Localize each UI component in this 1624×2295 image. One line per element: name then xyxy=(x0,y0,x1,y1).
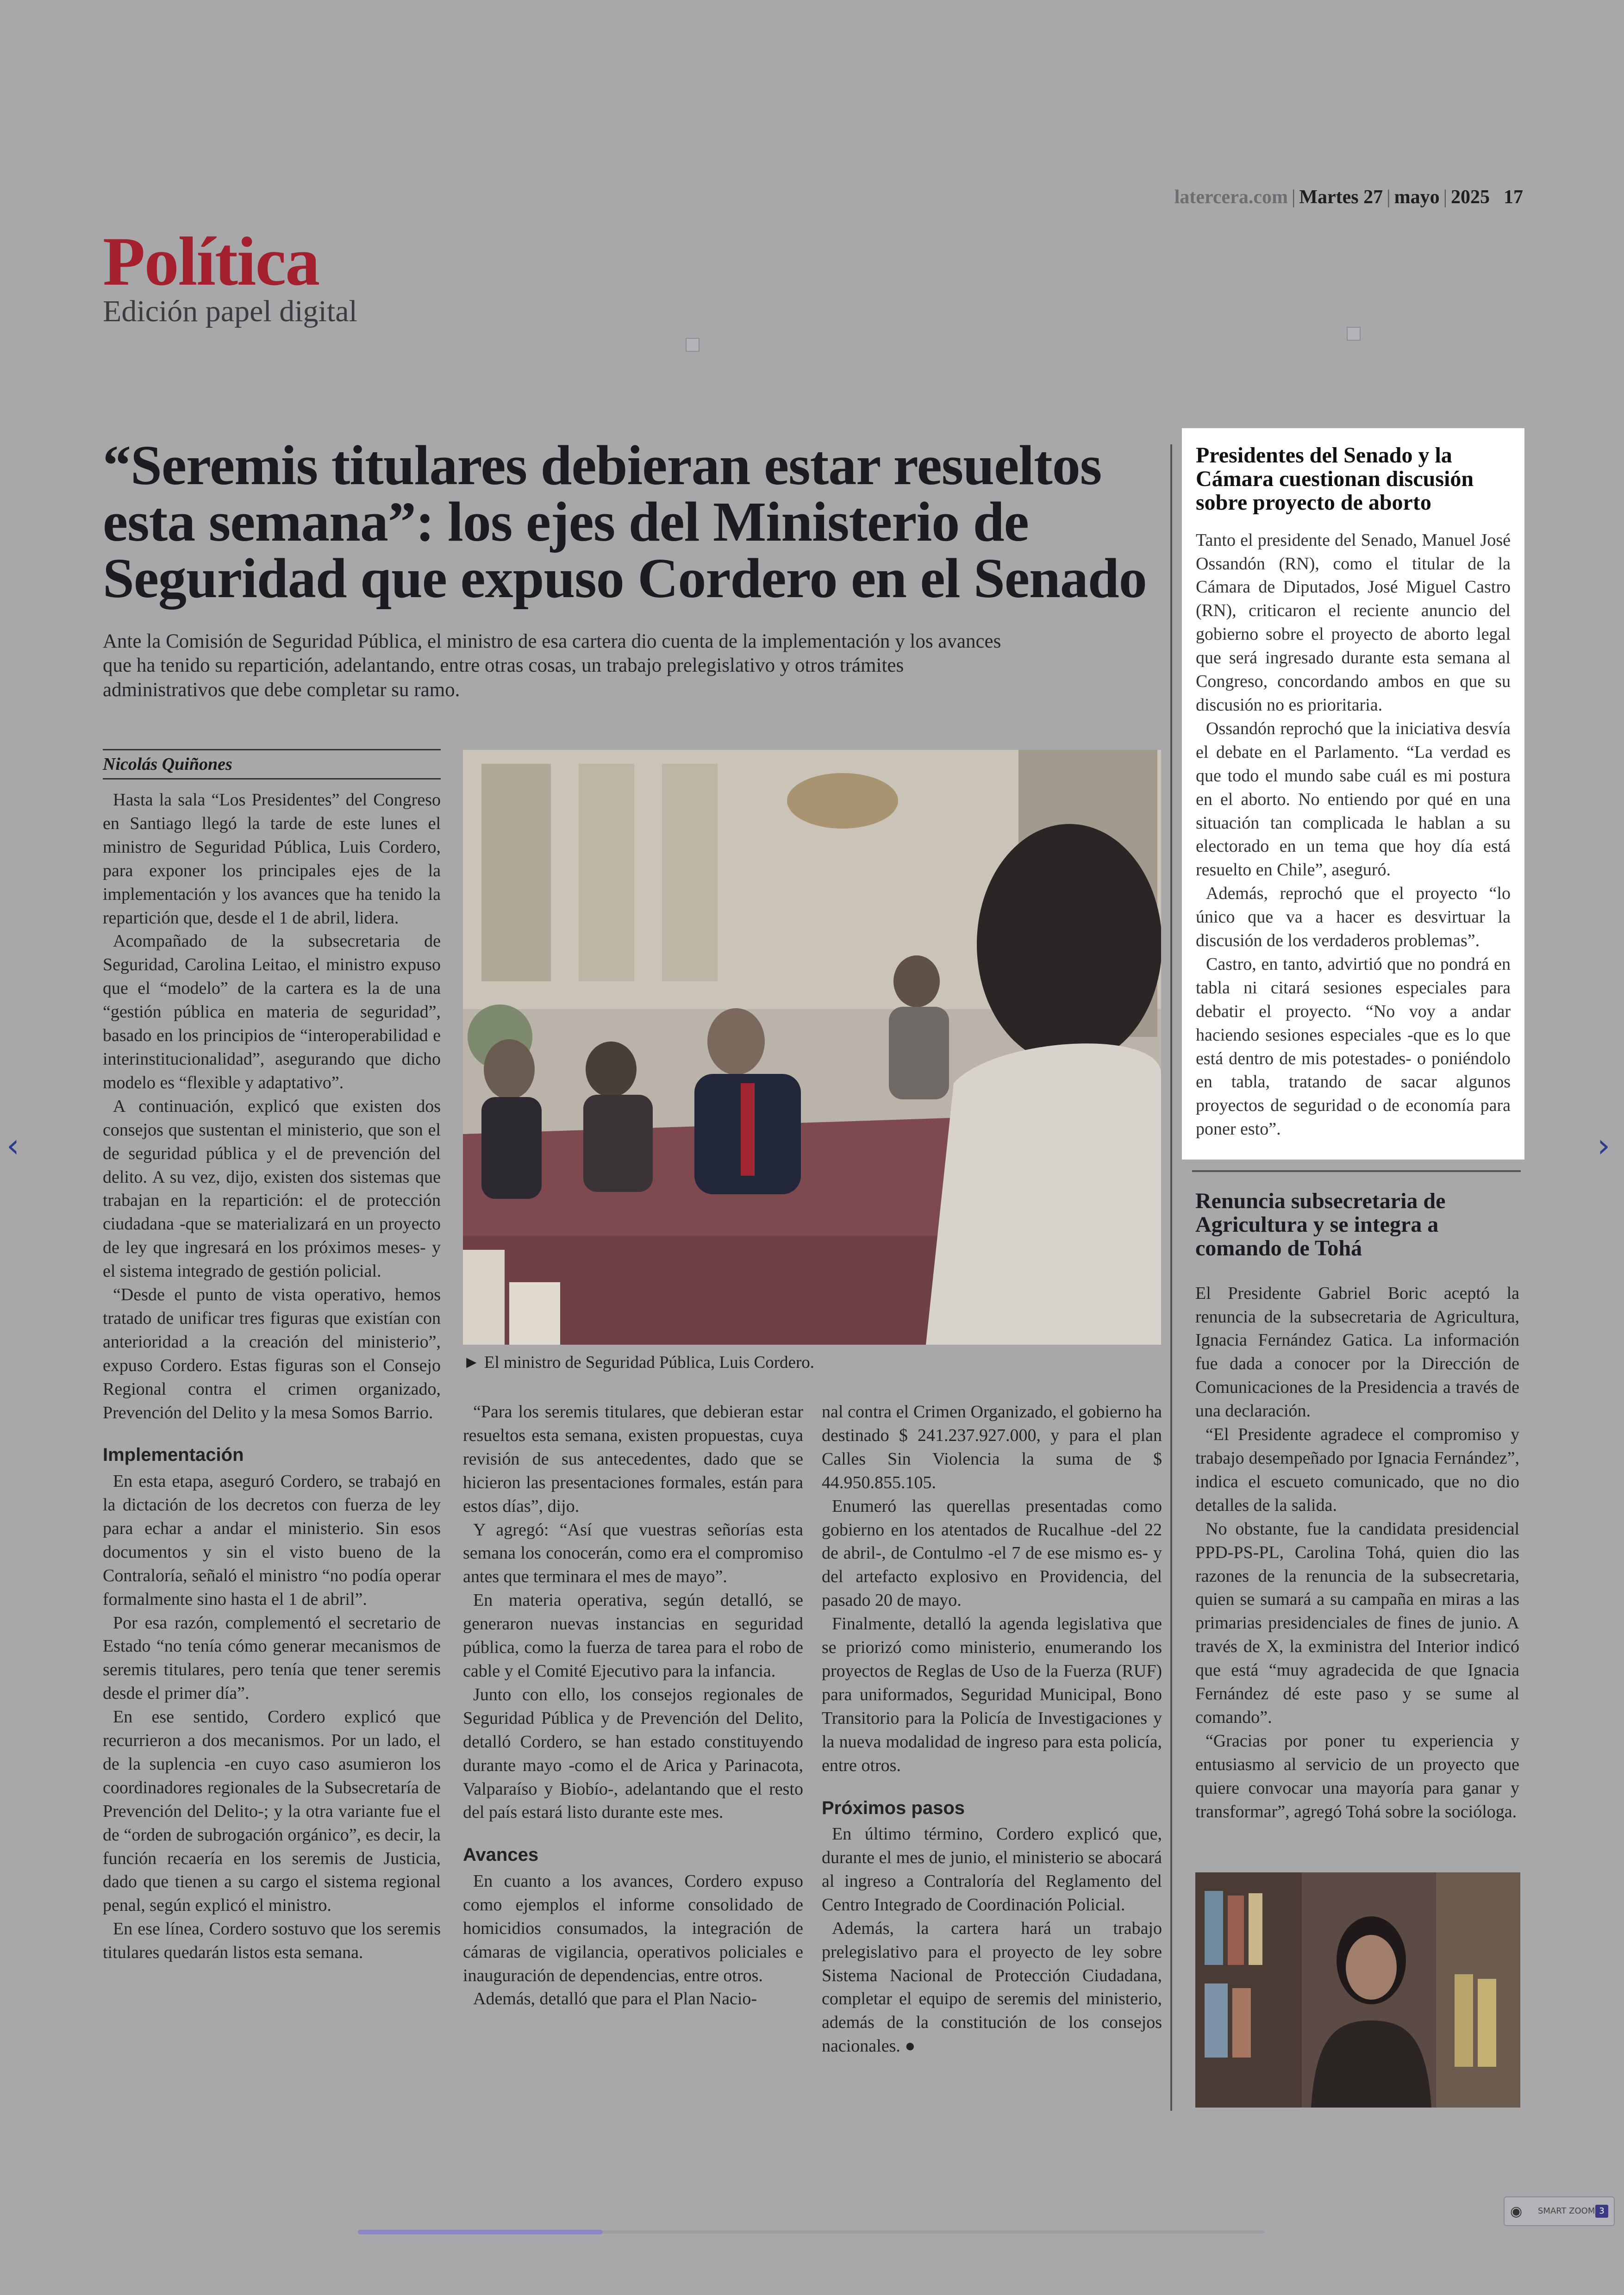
paragraph: Enumeró las querellas presentadas como gobierno en los atentados de Rucalhue -del 22 de abril-, de Contulmo -el 7 de ese mismo es- y del artefacto explosivo en Providencia, del pasado 20 de mayo. xyxy=(822,1496,1162,1610)
sidebar-title: Presidentes del Senado y la Cámara cuestionan discusión sobre proyecto de aborto xyxy=(1196,443,1474,515)
paragraph: “El Presidente agradece el compromiso y trabajo desempeñado por Ignacia Fernández”, indica el escueto comunicado, que no dio detalles de la salida. xyxy=(1195,1425,1519,1515)
dateline: latercera.com | Martes 27 | mayo | 2025 17 xyxy=(1174,187,1523,208)
paragraph: nal contra el Crimen Organizado, el gobierno ha destinado $ 241.237.927.000, y para el plan Calles Sin Violencia la suma de $ 44.950.855.105. xyxy=(822,1402,1162,1492)
portrait-illustration xyxy=(1195,1872,1520,2108)
paragraph: Ossandón reprochó que la iniciativa desvía el debate en el Parlamento. “La verdad es que todo el mundo sabe cuál es mi postura en el aborto. No entiendo por qué en una situación tan complicada le hablan a su electorado en un tema que hoy día está resuelto en Chile”, aseguró. xyxy=(1196,718,1511,880)
paragraph: El Presidente Gabriel Boric aceptó la renuncia de la subsecretaria de Agricultura, Ignacia Fernández Gatica. La información fue dada a conocer por la Dirección de Comunicaciones de la Presidencia a través de una declaración. xyxy=(1195,1283,1519,1421)
next-page-button[interactable] xyxy=(1597,1127,1610,1165)
year: 2025 xyxy=(1451,187,1490,208)
article-lede: Ante la Comisión de Seguridad Pública, el ministro de esa cartera dio cuenta de la implementación y los avances que ha tenido su repartición, adelantando, entre otras cosas, un trabajo prelegislativo y otros trámites administrativos que debe completar su ramo. xyxy=(103,630,1001,701)
prev-page-button[interactable] xyxy=(6,1127,19,1165)
article-column-3 xyxy=(822,1400,1162,2058)
sidebar-agricultura xyxy=(1195,1190,1519,1823)
smart-zoom-button[interactable] xyxy=(1504,2196,1615,2226)
page-marker xyxy=(1347,327,1361,341)
subhead-implementacion: Implementación xyxy=(103,1445,244,1466)
paragraph: No obstante, fue la candidata presidencial PPD-PS-PL, Carolina Tohá, quien dio las razones de la renuncia de la subsecretaria, quien se sumará a su campaña en miras a las primarias presidenciales de fines de junio. A través de X, la exministra del Interior indicó que está “muy agradecida de que Ignacia Fernández dé este paso y se sume al comando”. xyxy=(1195,1519,1519,1727)
page-progress-fill xyxy=(358,2230,603,2234)
smart-zoom-badge: 3 xyxy=(1595,2205,1608,2218)
month: mayo xyxy=(1394,187,1440,208)
paragraph: En ese línea, Cordero sostuvo que los seremis titulares quedarán listos esta semana. xyxy=(103,1919,441,1963)
paragraph: Junto con ello, los consejos regionales de Seguridad Pública y de Prevención del Delito, detalló Cordero, se han estado constituyendo durante mayo -como el de Arica y Parinacota, Valparaíso y Biobío-, adelantando que el resto del país estará listo durante este mes. xyxy=(463,1684,803,1822)
paragraph: Y agregó: “Así que vuestras señorías esta semana los conocerán, como era el compromiso antes que terminara el mes de mayo”. xyxy=(463,1520,803,1587)
page-marker xyxy=(686,338,700,352)
byline: Nicolás Quiñones xyxy=(103,749,441,780)
sidebar-divider xyxy=(1192,1170,1521,1172)
paragraph: A continuación, explicó que existen dos consejos que sustentan el ministerio, que son el de seguridad pública y el de prevención del delito. A su vez, dijo, existen dos sistemas que trabajan en la repartición: el de protección ciudadana -que se materializará en un proyecto de ley que ingresará en los próximos meses- y el sistema integrado de gestión policial. xyxy=(103,1096,441,1281)
column-divider xyxy=(1170,444,1172,2111)
paragraph: “Gracias por poner tu experiencia y entusiasmo al servicio de un proyecto que quiere convocar una mayoría para ganar y transformar”, agregó Tohá sobre la socióloga. xyxy=(1195,1731,1519,1821)
sidebar-body xyxy=(1196,529,1511,1141)
weekday-day: Martes 27 xyxy=(1299,187,1383,208)
subhead-avances: Avances xyxy=(463,1845,539,1865)
paragraph: Finalmente, detalló la agenda legislativa que se priorizó como ministerio, enumerando los proyectos de Reglas de Uso de la Fuerza (RUF) para uniformados, Seguridad Municipal, Bono Transitorio para la Policía de Investigaciones y la nueva modalidad de ingreso para esta policía, entre otros. xyxy=(822,1614,1162,1775)
paragraph: Además, detalló que para el Plan Nacio- xyxy=(473,1989,757,2009)
paragraph: En último término, Cordero explicó que, durante el mes de junio, el ministerio se abocará al ingreso a Contraloría del Reglamento del Centro Integrado de Coordinación Policial. xyxy=(822,1824,1162,1915)
section-title: Política xyxy=(103,223,319,300)
photo-caption: ► El ministro de Seguridad Pública, Luis Cordero. xyxy=(463,1353,815,1372)
paragraph: Además, reprochó que el proyecto “lo único que va a hacer es desvirtuar la discusión de los verdaderos problemas”. xyxy=(1196,884,1511,951)
paragraph: Además, la cartera hará un trabajo prelegislativo para el proyecto de ley sobre Sistema Nacional de Protección Ciudadana, completar el equipo de seremis del ministerio, además de la constitución de los consejos nacionales. ● xyxy=(822,1918,1162,2056)
article-headline: “Seremis titulares debieran estar resueltos esta semana”: los ejes del Ministerio de Seguridad que expuso Cordero en el Senado xyxy=(103,434,1147,610)
paragraph: Castro, en tanto, advirtió que no pondrá en tabla ni citará sesiones especiales para debatir el proyecto. “No voy a andar haciendo sesiones especiales -que es lo que está dentro de mis potestades- o poniéndolo en tabla, tratando de sacar algunos proyectos de seguridad o de economía para poner esto”. xyxy=(1196,954,1511,1139)
paragraph: En cuanto a los avances, Cordero expuso como ejemplos el informe consolidado de homicidios consumados, la integración de cámaras de vigilancia, operativos policiales e inauguración de dependencias, entre otros. xyxy=(463,1871,803,1985)
paragraph: Tanto el presidente del Senado, Manuel José Ossandón (RN), como el titular de la Cámara de Diputados, José Miguel Castro (RN), criticaron el reciente anuncio del gobierno sobre el proyecto de aborto legal que será ingresado durante esta semana al Congreso, concordando ambos en que su discusión no es prioritaria. xyxy=(1196,530,1511,715)
smart-zoom-label: SMART ZOOM xyxy=(1538,2206,1595,2216)
sidebar-title: Renuncia subsecretaria de Agricultura y se integra a comando de Tohá xyxy=(1195,1189,1446,1260)
chevron-left-icon: ‹ xyxy=(6,1127,19,1165)
paragraph: Hasta la sala “Los Presidentes” del Congreso en Santiago llegó la tarde de este lunes el ministro de Seguridad Pública, Luis Cordero, para exponer los principales ejes de la implementación y los avances que ha tenido la repartición que, desde el 1 de abril, lidera. xyxy=(103,790,441,928)
chevron-right-icon: › xyxy=(1597,1127,1610,1165)
article-photo xyxy=(463,750,1161,1345)
subhead-proximos-pasos: Próximos pasos xyxy=(822,1797,965,1818)
article-column-2 xyxy=(463,1400,803,2011)
paragraph: “Para los seremis titulares, que debieran estar resueltos esta semana, existen propuestas, cuya revisión de sus antecedentes, dado que se hicieron las presentaciones formales, están para estos días”, dijo. xyxy=(463,1402,803,1516)
paragraph: Por esa razón, complementó el secretario de Estado “no tenía cómo generar mecanismos de seremis titulares, pero tenía que tener seremis desde el primer día”. xyxy=(103,1613,441,1703)
page-number: 17 xyxy=(1504,187,1523,208)
sidebar-aborto[interactable] xyxy=(1182,428,1524,1160)
sidebar-photo xyxy=(1195,1872,1520,2108)
article-column-1 xyxy=(103,788,441,1964)
paragraph: “Desde el punto de vista operativo, hemos tratado de unificar tres figuras que existían con anterioridad a la creación del ministerio”, expuso Cordero. Estas figuras son el Consejo Regional contra el crimen organizado, Prevención del Delito y la mesa Somos Barrio. xyxy=(103,1285,441,1422)
paragraph: Acompañado de la subsecretaria de Seguridad, Carolina Leitao, el ministro expuso que el “modelo” de la cartera es la de una “gestión pública en materia de seguridad”, basado en los principios de “interoperabilidad e interinstitucionalidad”, asegurando que dicho modelo es “flexible y adaptativo”. xyxy=(103,931,441,1092)
eye-icon: ◉ xyxy=(1510,2203,1523,2220)
edition-label: Edición papel digital xyxy=(103,294,357,328)
paragraph: En esta etapa, aseguró Cordero, se trabajó en la dictación de los decretos con fuerza de ley para echar a andar el ministerio. Sin esos documentos y sin el visto bueno de la Contraloría, señaló el ministro “no podía operar formalmente sino hasta el 1 de abril”. xyxy=(103,1472,441,1609)
paragraph: En ese sentido, Cordero explicó que recurrieron a dos mecanismos. Por un lado, el de la suplencia -en cuyo caso asumieron los coordinadores regionales de la Subsecretaría de Prevención del Delito-; y la otra variante fue el de “orden de subrogación orgánico”, es decir, la función recaería en los seremis de Justicia, dado que tienen a su cargo el sistema regional penal, según explicó el ministro. xyxy=(103,1707,441,1915)
meeting-photo-illustration xyxy=(463,750,1161,1345)
paragraph: En materia operativa, según detalló, se generaron nuevas instancias en seguridad pública, como la fuerza de tarea para el robo de cable y el Comité Ejecutivo para la infancia. xyxy=(463,1590,803,1681)
site-name: latercera.com xyxy=(1174,187,1288,208)
sidebar-body xyxy=(1195,1282,1519,1824)
